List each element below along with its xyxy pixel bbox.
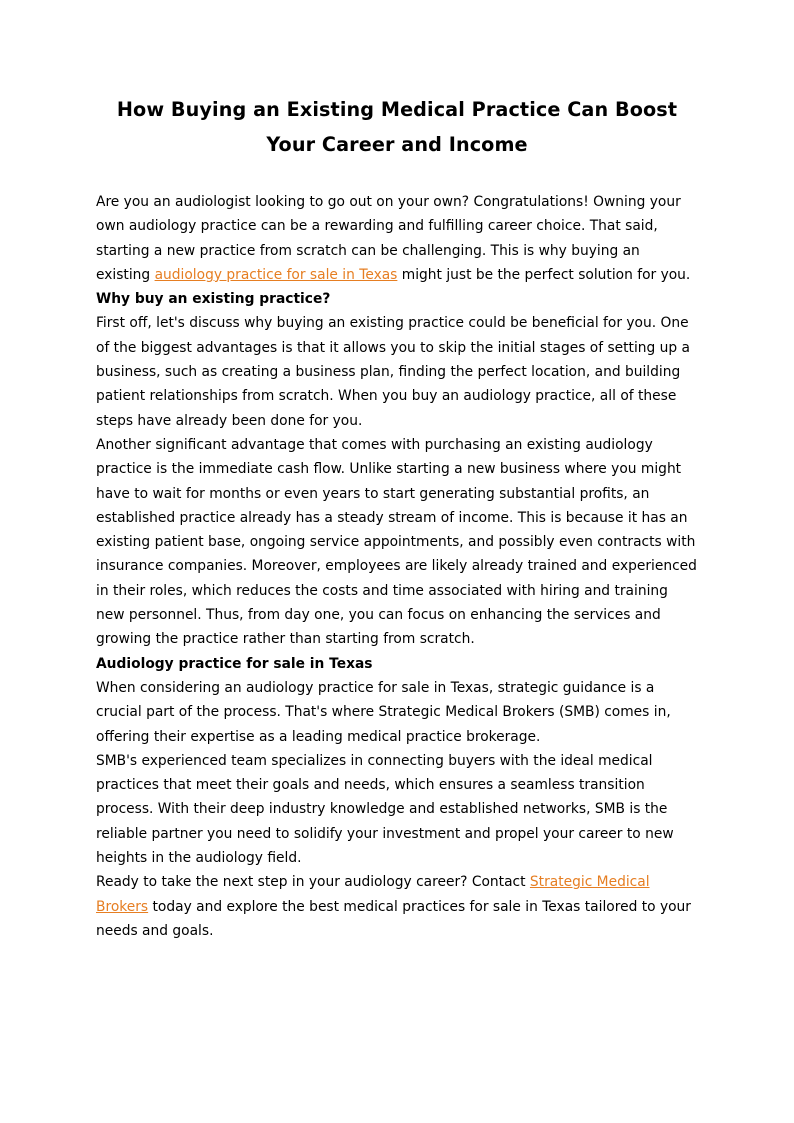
intro-paragraph: [96, 190, 698, 287]
intro-text-before: Are you an audiologist looking to go out on your own? Congratulations! Owning your own audiology practice can be a rewarding and fulfilling career choice. That said, starting a new practice from scratch can be challenging. This is why buying an existing: [96, 194, 681, 283]
section-heading-why-buy: Why buy an existing practice?: [96, 291, 331, 308]
section-heading-texas: Audiology practice for sale in Texas: [96, 655, 373, 672]
audiology-practice-link[interactable]: audiology practice for sale in Texas: [154, 266, 398, 283]
why-buy-paragraph-2: Another significant advantage that comes with purchasing an existing audiology practice is the immediate cash flow. Unlike starting a new business where you might have to wait for months or even years to start generating substantial profits, an established practice already has a steady stream of income. This is because it has an existing patient base, ongoing service appointments, and possibly even contracts with insurance companies. Moreover, employees are likely already trained and experienced in their roles, which reduces the costs and time associated with hiring and training new personnel. Thus, from day one, you can focus on enhancing the services and growing the practice rather than starting from scratch.: [96, 436, 697, 648]
closing-text-after: today and explore the best medical practices for sale in Texas tailored to your needs and goals.: [96, 898, 691, 939]
intro-text-after: might just be the perfect solution for you.: [397, 266, 691, 283]
page-title: How Buying an Existing Medical Practice Can Boost Your Career and Income: [116, 98, 678, 156]
closing-text-before: Ready to take the next step in your audiology career? Contact: [96, 874, 530, 891]
strategic-medical-brokers-link[interactable]: Strategic Medical Brokers: [96, 874, 650, 915]
why-buy-paragraph-1: First off, let's discuss why buying an existing practice could be beneficial for you. One of the biggest advantages is that it allows you to skip the initial stages of setting up a business, such as creating a business plan, finding the perfect location, and building patient relationships from scratch. When you buy an audiology practice, all of these steps have already been done for you.: [96, 315, 691, 429]
document-page: [96, 92, 698, 943]
texas-paragraph-1: When considering an audiology practice for sale in Texas, strategic guidance is a crucial part of the process. That's where Strategic Medical Brokers (SMB) comes in, offering their expertise as a leading medical practice brokerage.: [96, 679, 671, 745]
texas-paragraph-2: SMB's experienced team specializes in connecting buyers with the ideal medical practices that meet their goals and needs, which ensures a seamless transition process. With their deep industry knowledge and established networks, SMB is the reliable partner you need to solidify your investment and propel your career to new heights in the audiology field.: [96, 752, 674, 867]
closing-paragraph: [96, 870, 698, 943]
